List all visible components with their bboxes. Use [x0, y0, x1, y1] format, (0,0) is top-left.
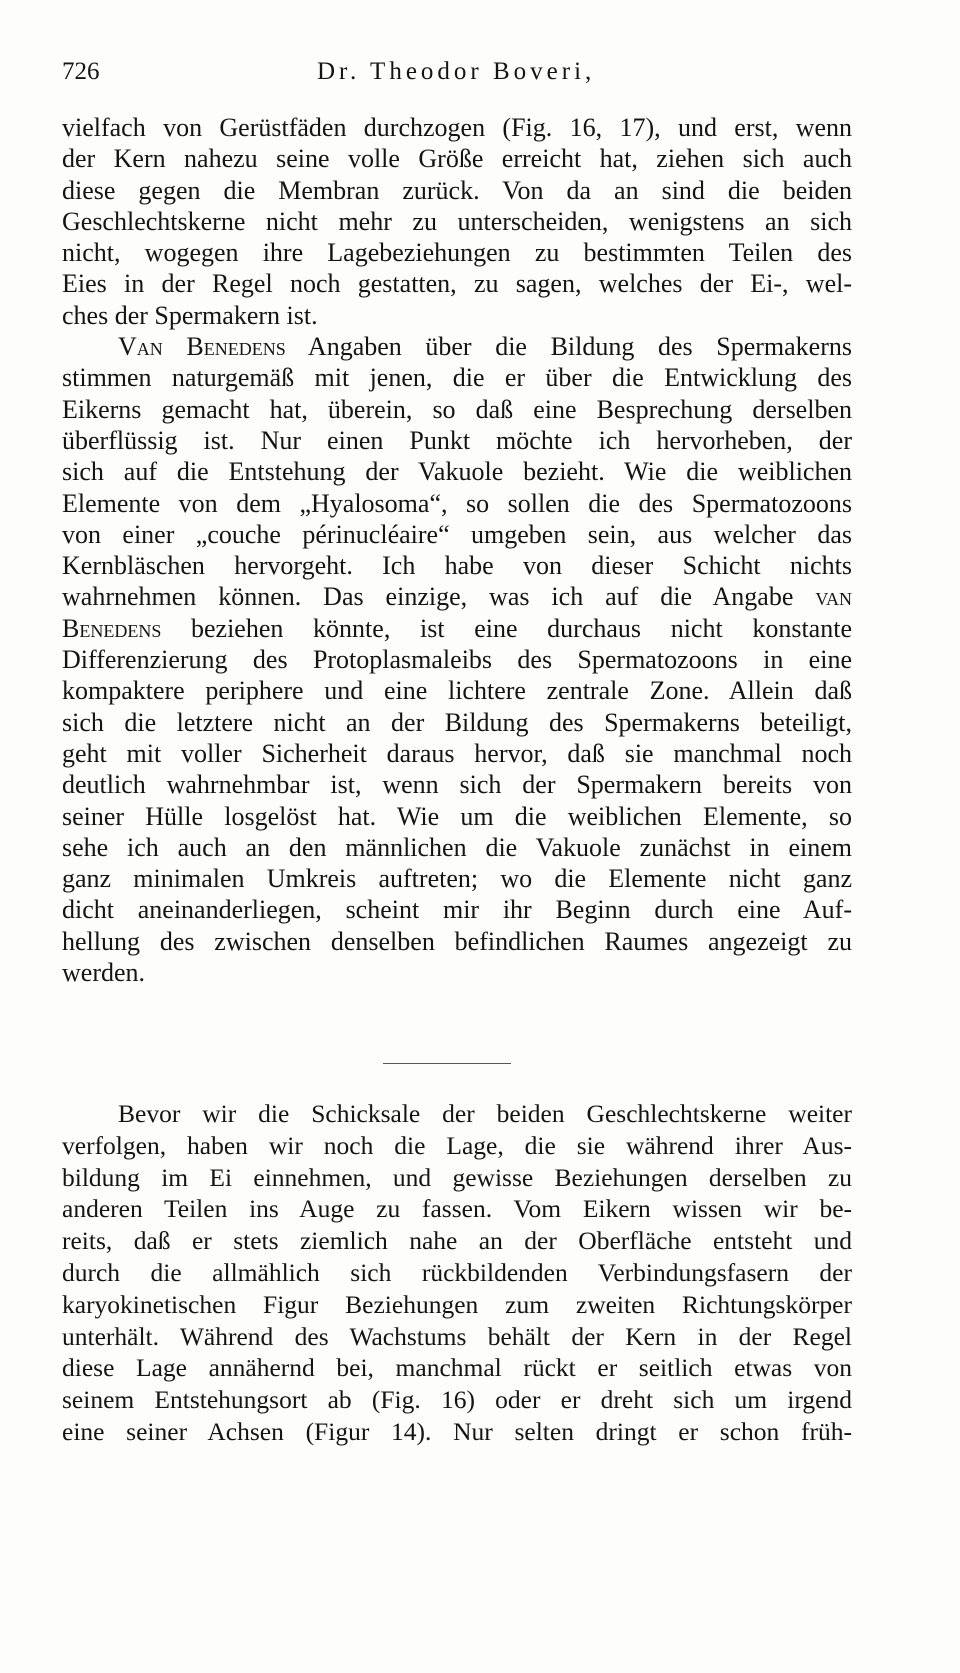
text-line [62, 613, 852, 644]
running-title: Dr. Theodor Boveri, [317, 58, 596, 85]
text-line [62, 331, 852, 362]
text-line: vielfach von Gerüstfäden durchzogen (Fig. 16, 17), und erst, wenn [62, 113, 852, 142]
text-line: sich auf die Entstehung der Vakuole bezieht. Wie die weiblichen [62, 457, 852, 487]
text-line: verfolgen, haben wir noch die Lage, die sie während ihrer Aus- [62, 1130, 852, 1160]
author-name: Van Benedens [118, 332, 286, 362]
text-line: ches der Spermakern ist. [62, 300, 318, 330]
text-line: Elemente von dem „Hyalosoma“, so sollen die des Spermatozoons [62, 488, 852, 518]
text-line: überflüssig ist. Nur einen Punkt möchte ich hervorheben, der [62, 425, 852, 455]
text-line: unterhält. Während des Wachstums behält der Kern in der Regel [62, 1321, 852, 1351]
text-line: anderen Teilen ins Auge zu fassen. Vom Eikern wissen wir be- [62, 1194, 852, 1224]
text-line: diese gegen die Membran zurück. Von da an sind die beiden [62, 175, 852, 205]
text-line: hellung des zwischen denselben befindlichen Raumes angezeigt zu [62, 926, 852, 956]
text-line: durch die allmählich sich rückbildenden Verbindungsfasern der [62, 1257, 852, 1287]
text-line: geht mit voller Sicherheit daraus hervor, daß sie manchmal noch [62, 738, 852, 768]
text-line: kompaktere periphere und eine lichtere zentrale Zone. Allein daß [62, 676, 852, 706]
text-line: seinem Entstehungsort ab (Fig. 16) oder er dreht sich um irgend [62, 1385, 852, 1415]
text-line: eine seiner Achsen (Figur 14). Nur selten dringt er schon früh- [62, 1416, 852, 1446]
text-line [62, 581, 852, 612]
text-line: bildung im Ei einnehmen, und gewisse Beziehungen derselben zu [62, 1162, 852, 1192]
text-line: Kernbläschen hervorgeht. Ich habe von dieser Schicht nichts [62, 551, 852, 581]
text-line: sich die letztere nicht an der Bildung des Spermakerns beteiligt, [62, 707, 852, 737]
text-fragment: Angaben über die Bildung des Spermakerns [285, 332, 853, 362]
running-head [62, 58, 852, 88]
text-line: diese Lage annähernd bei, manchmal rückt er seitlich etwas von [62, 1353, 852, 1383]
page-number: 726 [62, 58, 100, 85]
section-divider [383, 1063, 511, 1064]
text-line: Bevor wir die Schicksale der beiden Geschlechtskerne weiter [118, 1099, 852, 1128]
text-line: reits, daß er stets ziemlich nahe an der Oberfläche entsteht und [62, 1226, 852, 1256]
text-line: deutlich wahrnehmbar ist, wenn sich der Spermakern bereits von [62, 770, 852, 800]
text-line: ganz minimalen Umkreis auftreten; wo die Elemente nicht ganz [62, 864, 852, 894]
text-line: von einer „couche périnucléaire“ umgeben sein, aus welcher das [62, 519, 852, 549]
text-line: Differenzierung des Protoplasmaleibs des Spermatozoons in eine [62, 645, 852, 675]
text-line: karyokinetischen Figur Beziehungen zum zweiten Richtungskörper [62, 1289, 852, 1319]
body-text-upper [62, 112, 852, 988]
text-line: Eikerns gemacht hat, überein, so daß eine Besprechung derselben [62, 394, 852, 424]
text-fragment: wahrnehmen können. Das einzige, was ich auf die Angabe [62, 582, 816, 612]
text-line: Geschlechtskerne nicht mehr zu unterscheiden, wenigstens an sich [62, 206, 852, 236]
author-name: van [815, 582, 852, 612]
text-line: der Kern nahezu seine volle Größe erreicht hat, ziehen sich auch [62, 144, 852, 174]
text-line: nicht, wogegen ihre Lagebeziehungen zu bestimmten Teilen des [62, 238, 852, 268]
text-line: seiner Hülle losgelöst hat. Wie um die weiblichen Elemente, so [62, 801, 852, 831]
text-line: sehe ich auch an den männlichen die Vakuole zunächst in einem [62, 832, 852, 862]
text-fragment: beziehen könnte, ist eine durchaus nicht konstante [161, 613, 852, 643]
text-line: werden. [62, 958, 146, 988]
text-line: dicht aneinanderliegen, scheint mir ihr Beginn durch eine Auf- [62, 895, 852, 925]
text-line: stimmen naturgemäß mit jenen, die er über die Entwicklung des [62, 363, 852, 393]
text-line: Eies in der Regel noch gestatten, zu sagen, welches der Ei-, wel- [62, 269, 852, 299]
author-name: Benedens [62, 613, 162, 643]
body-text-lower [62, 1098, 852, 1448]
